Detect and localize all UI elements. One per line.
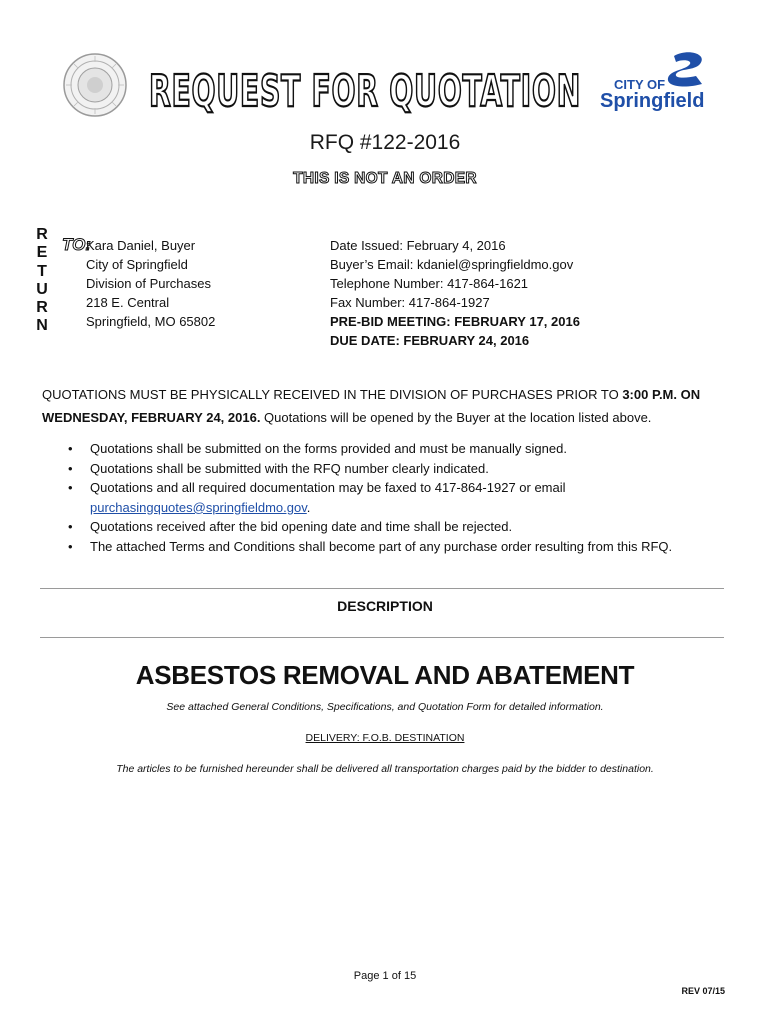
address-line: 218 E. Central [86, 295, 170, 310]
conditions-note: See attached General Conditions, Specifications, and Quotation Form for detailed information. [166, 701, 604, 713]
city-of-springfield-logo [596, 48, 716, 114]
revision-label: REV 07/15 [681, 986, 725, 996]
bullet-icon: • [68, 460, 73, 476]
divider [40, 588, 724, 589]
list-item-text: . [306, 499, 311, 515]
address-line: Springfield, MO 65802 [86, 314, 216, 329]
submission-notice [42, 383, 742, 429]
return-letter: R [36, 226, 48, 243]
logo-springfield: Springfield [600, 90, 705, 112]
list-item-text: Quotations shall be submitted on the forms provided and must be manually signed. [90, 441, 567, 456]
fax-number: Fax Number: 417-864-1927 [330, 295, 490, 310]
address-line: Kara Daniel, Buyer [86, 238, 196, 253]
list-item [66, 517, 746, 537]
delivery-terms: DELIVERY: F.O.B. DESTINATION [305, 732, 465, 744]
logo-city-of: CITY OF [614, 77, 666, 92]
not-an-order-heading: THIS IS NOT AN ORDER [293, 170, 477, 187]
bullet-icon: • [68, 441, 73, 456]
transportation-note: The articles to be furnished hereunder shall be delivered all transportation charges paid by the bidder to destination. [116, 763, 654, 775]
bullet-icon: • [68, 538, 73, 554]
bullet-icon: • [68, 519, 73, 535]
return-letter: R [36, 299, 48, 317]
list-item [66, 459, 746, 479]
request-for-quotation-banner [145, 60, 585, 116]
city-seal-icon [62, 52, 128, 118]
list-item-text: Quotations and all required documentation may be faxed to 417-864-1927 or email [90, 480, 566, 496]
date-issued: Date Issued: February 4, 2016 [330, 238, 506, 253]
list-item-text: Quotations received after the bid opening date and time shall be rejected. [90, 519, 513, 535]
main-title: ASBESTOS REMOVAL AND ABATEMENT [135, 660, 635, 690]
purchasing-email-link[interactable]: purchasingquotes@springfieldmo.gov [90, 499, 307, 515]
telephone-number: Telephone Number: 417-864-1621 [330, 276, 529, 291]
return-label [34, 226, 50, 336]
springfield-s-icon [668, 52, 702, 86]
description-heading: DESCRIPTION [337, 598, 433, 614]
divider [40, 637, 724, 638]
return-address [86, 236, 215, 331]
return-letter: E [36, 244, 48, 262]
notice-text: QUOTATIONS MUST BE PHYSICALLY RECEIVED IN THE DIVISION OF PURCHASES PRIOR TO [42, 387, 623, 402]
rfq-info-block [330, 236, 580, 350]
list-item [66, 439, 746, 459]
address-line: City of Springfield [86, 257, 188, 272]
return-letter: N [36, 317, 48, 335]
notice-date: WEDNESDAY, FEBRUARY 24, 2016. [42, 410, 261, 425]
buyer-email: Buyer’s Email: kdaniel@springfieldmo.gov [330, 257, 574, 272]
return-letter: U [36, 280, 48, 298]
list-item-text: The attached Terms and Conditions shall become part of any purchase order resulting from this RFQ. [90, 538, 673, 554]
due-date: DUE DATE: FEBRUARY 24, 2016 [330, 333, 530, 348]
list-item [66, 478, 746, 517]
address-line: Division of Purchases [86, 276, 211, 291]
to-label: TO: [62, 235, 91, 254]
banner-title-text: REQUEST FOR QUOTATION [149, 66, 581, 116]
rfq-number: RFQ #122-2016 [309, 131, 461, 154]
notice-time: 3:00 P.M. ON [622, 387, 701, 402]
notice-text-2: Quotations will be opened by the Buyer at the location listed above. [260, 410, 652, 425]
return-letter: T [37, 262, 47, 280]
list-item [66, 537, 746, 557]
bullet-icon: • [68, 480, 73, 496]
list-item-text: Quotations shall be submitted with the RFQ number clearly indicated. [90, 460, 489, 476]
instructions-list [66, 439, 746, 557]
prebid-meeting: PRE-BID MEETING: FEBRUARY 17, 2016 [330, 314, 580, 329]
page-number: Page 1 of 15 [353, 970, 417, 982]
